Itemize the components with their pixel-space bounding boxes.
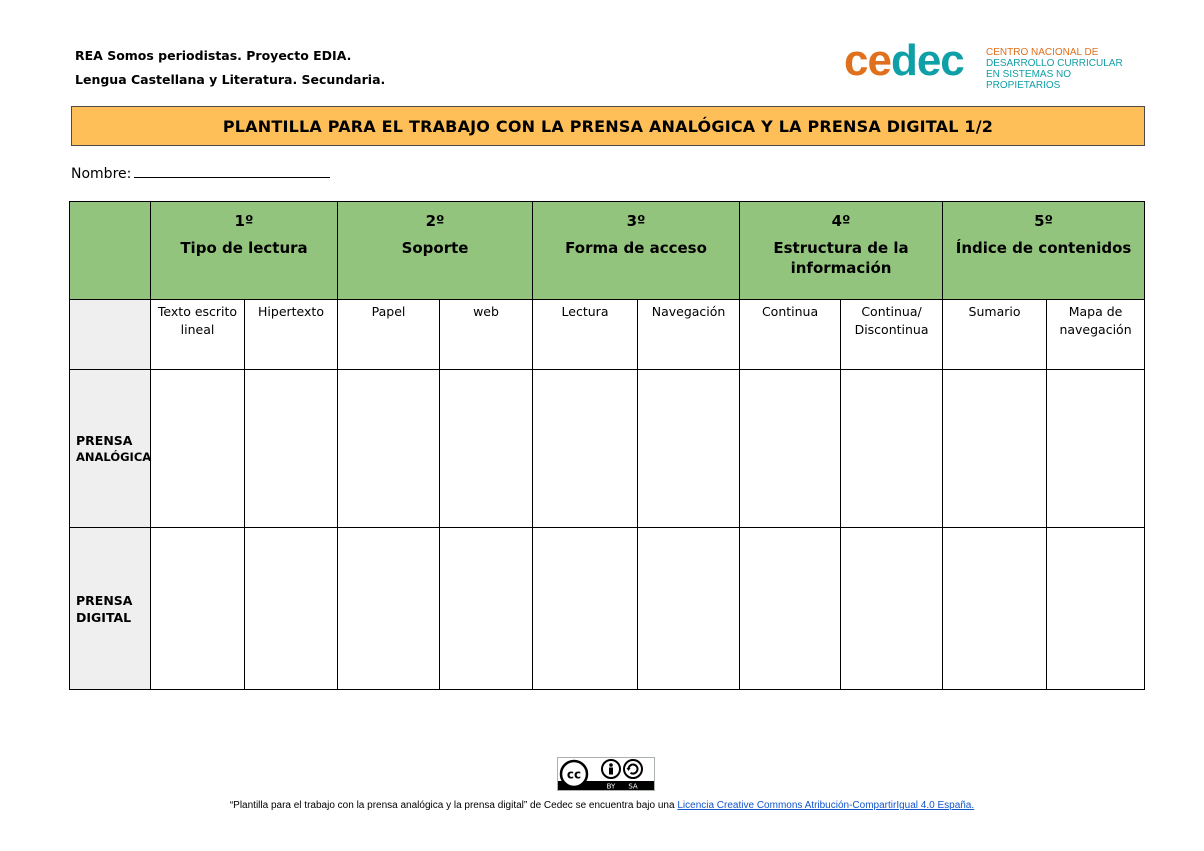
- answer-cell[interactable]: [740, 370, 841, 528]
- license-link[interactable]: Licencia Creative Commons Atribución-CompartirIgual 4.0 España.: [677, 800, 975, 811]
- answer-cell[interactable]: [533, 370, 638, 528]
- subheader-cell: Papel: [338, 300, 440, 370]
- answer-cell[interactable]: [841, 528, 943, 690]
- subheader-cell: Mapa de navegación: [1047, 300, 1145, 370]
- group-header-4: 4º Estructura de la información: [740, 202, 943, 300]
- answer-cell[interactable]: [638, 528, 740, 690]
- nombre-field: [71, 165, 330, 182]
- subheader-cell: Texto escrito lineal: [151, 300, 245, 370]
- cedec-logo-word: cedec: [844, 36, 964, 85]
- answer-cell[interactable]: [841, 370, 943, 528]
- subheader-corner-cell: [70, 300, 151, 370]
- worksheet-table: [69, 201, 1145, 690]
- row-label-prensa-analogica: PRENSA ANALÓGICA: [70, 370, 151, 528]
- table-row-prensa-analogica: [70, 370, 1145, 528]
- corner-cell: [70, 202, 151, 300]
- cedec-logo-subtitle: CENTRO NACIONAL DE DESARROLLO CURRICULAR EN SISTEMAS NO PROPIETARIOS: [986, 47, 1123, 91]
- subheader-row: [70, 300, 1145, 370]
- subheader-cell: Continua: [740, 300, 841, 370]
- cc-by-sa-badge: [557, 757, 655, 791]
- svg-text:BY: BY: [606, 782, 616, 791]
- subheader-cell: Hipertexto: [245, 300, 338, 370]
- group-header-row: [70, 202, 1145, 300]
- answer-cell[interactable]: [943, 370, 1047, 528]
- answer-cell[interactable]: [151, 370, 245, 528]
- row-label-prensa-digital: PRENSA DIGITAL: [70, 528, 151, 690]
- group-header-1: 1º Tipo de lectura: [151, 202, 338, 300]
- answer-cell[interactable]: [338, 528, 440, 690]
- answer-cell[interactable]: [943, 528, 1047, 690]
- answer-cell[interactable]: [440, 528, 533, 690]
- subheader-cell: Lectura: [533, 300, 638, 370]
- group-header-2: 2º Soporte: [338, 202, 533, 300]
- nombre-label: Nombre:: [71, 166, 132, 182]
- answer-cell[interactable]: [638, 370, 740, 528]
- answer-cell[interactable]: [740, 528, 841, 690]
- answer-cell[interactable]: [533, 528, 638, 690]
- header-line-1: REA Somos periodistas. Proyecto EDIA.: [75, 48, 352, 63]
- answer-cell[interactable]: [1047, 528, 1145, 690]
- cedec-logo: [844, 36, 1144, 91]
- license-footer: [0, 800, 1204, 811]
- title-bar: [71, 106, 1145, 146]
- answer-cell[interactable]: [1047, 370, 1145, 528]
- sa-icon: [624, 760, 642, 778]
- group-header-3: 3º Forma de acceso: [533, 202, 740, 300]
- answer-cell[interactable]: [338, 370, 440, 528]
- header-line-2: Lengua Castellana y Literatura. Secundaria.: [75, 72, 386, 87]
- answer-cell[interactable]: [245, 370, 338, 528]
- subheader-cell: Sumario: [943, 300, 1047, 370]
- answer-cell[interactable]: [440, 370, 533, 528]
- subheader-cell: web: [440, 300, 533, 370]
- answer-cell[interactable]: [151, 528, 245, 690]
- license-text: “Plantilla para el trabajo con la prensa analógica y la prensa digital” de Cedec se encuentra bajo una: [229, 800, 678, 811]
- svg-text:cc: cc: [566, 767, 582, 782]
- answer-cell[interactable]: [245, 528, 338, 690]
- group-header-5: 5º Índice de contenidos: [943, 202, 1145, 300]
- page-title: PLANTILLA PARA EL TRABAJO CON LA PRENSA ANALÓGICA Y LA PRENSA DIGITAL 1/2: [222, 116, 994, 136]
- subheader-cell: Navegación: [638, 300, 740, 370]
- table-row-prensa-digital: [70, 528, 1145, 690]
- nombre-blank-line[interactable]: [134, 165, 330, 178]
- svg-text:SA: SA: [628, 782, 638, 791]
- subheader-cell: Continua/ Discontinua: [841, 300, 943, 370]
